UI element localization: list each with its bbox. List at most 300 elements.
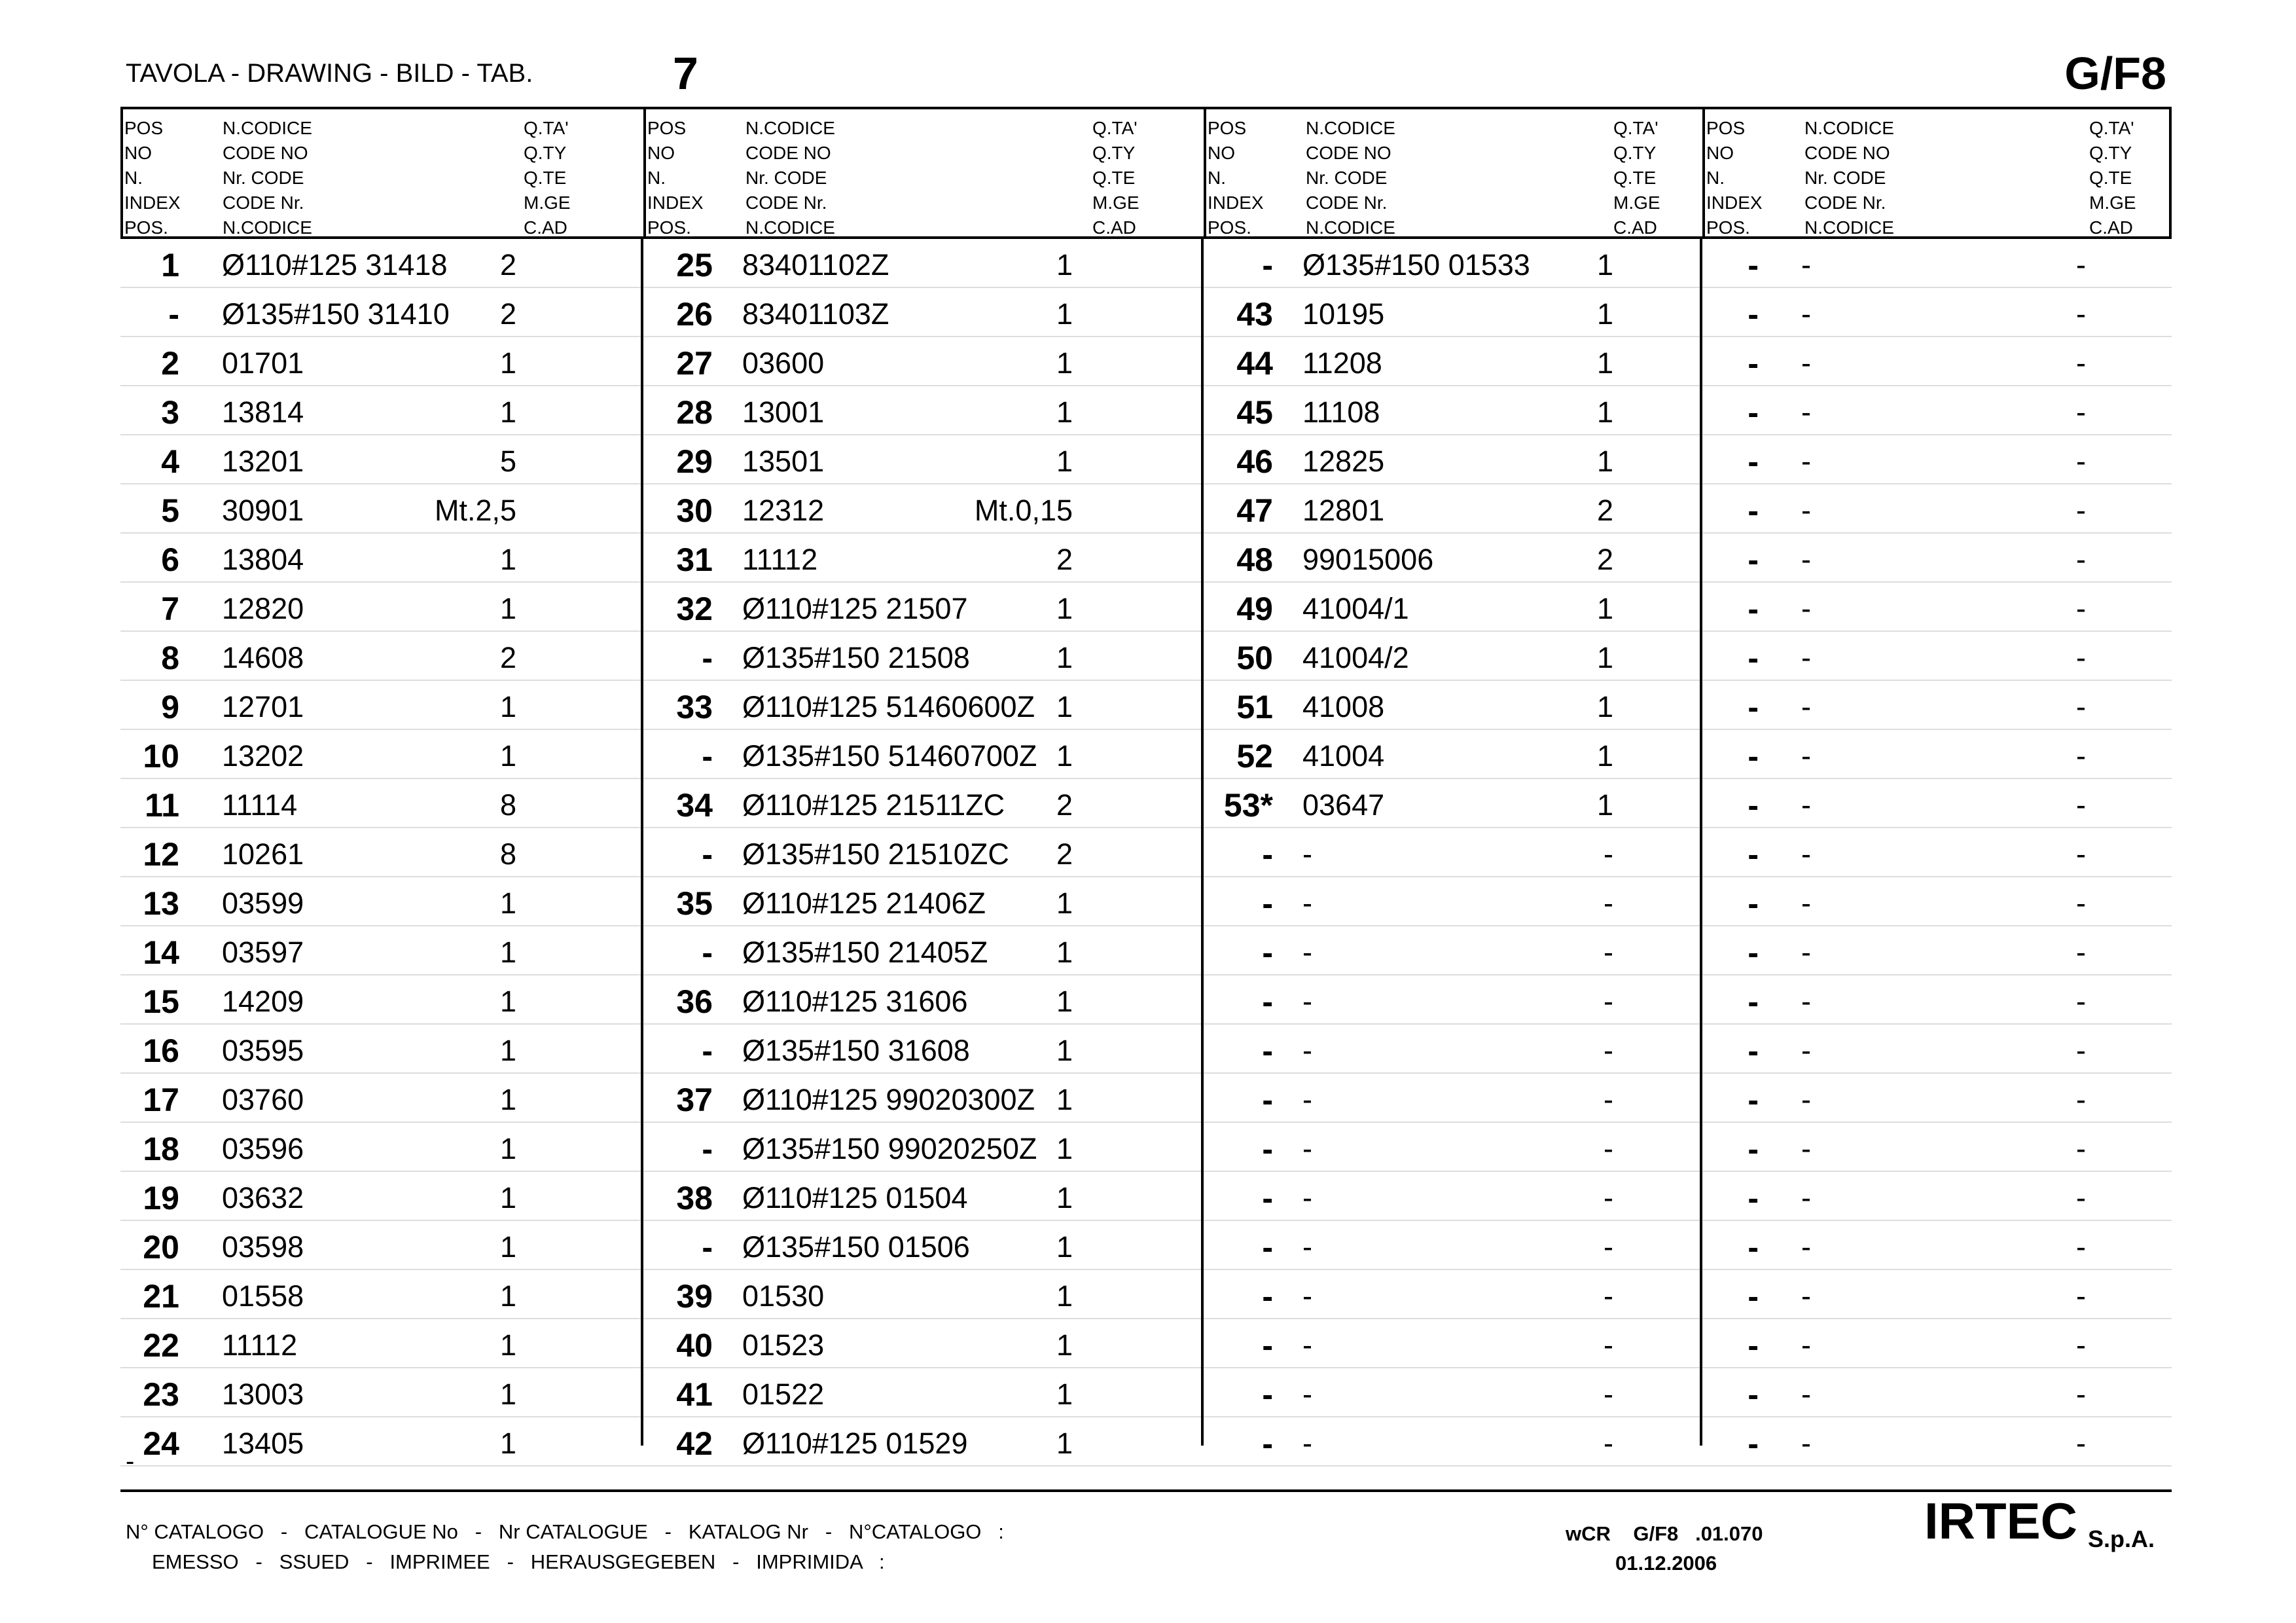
part-code: - [1801, 1132, 1811, 1165]
part-quantity: - [2076, 592, 2086, 625]
part-quantity: 1 [499, 1132, 516, 1165]
part-code: - [1801, 886, 1811, 920]
table-row [120, 1025, 2172, 1074]
part-quantity: 1 [499, 543, 516, 576]
part-code: 13001 [742, 395, 825, 429]
part-quantity: 1 [1596, 739, 1613, 773]
part-code: Ø135#150 21508 [742, 641, 970, 674]
header-label-code: N.CODICE CODE NO Nr. CODE CODE Nr. N.CODICE [223, 118, 312, 238]
header-label-qty: Q.TA' Q.TY Q.TE M.GE C.AD [2089, 118, 2136, 238]
part-code: Ø110#125 51460600Z [742, 690, 1035, 723]
catalogue-code: wCR G/F8 .01.070 [1566, 1522, 1763, 1545]
part-quantity: 1 [499, 739, 516, 773]
part-position: - [1748, 934, 1759, 971]
part-position: - [1748, 1376, 1759, 1413]
table-row [120, 681, 2172, 730]
part-code: 01522 [742, 1377, 825, 1411]
part-code: - [1801, 690, 1811, 723]
part-position: 43 [1236, 296, 1273, 333]
part-code: Ø110#125 01529 [742, 1427, 968, 1460]
part-position: - [1262, 1131, 1273, 1167]
part-position: 14 [143, 934, 179, 971]
part-position: - [1748, 1278, 1759, 1315]
part-position: - [1748, 1131, 1759, 1167]
part-code: 03632 [222, 1181, 304, 1214]
part-code: 41008 [1302, 690, 1385, 723]
part-position: - [1748, 1425, 1759, 1462]
part-code: 12801 [1302, 494, 1385, 527]
part-position: 32 [676, 591, 713, 627]
part-quantity: 1 [1056, 641, 1073, 674]
part-quantity: 1 [1056, 886, 1073, 920]
part-code: Ø110#125 21511ZC [742, 788, 1005, 822]
part-quantity: 1 [1056, 1083, 1073, 1116]
part-position: - [1262, 885, 1273, 922]
part-code: 11208 [1302, 346, 1382, 380]
part-code: - [1302, 1083, 1312, 1116]
part-position: 22 [143, 1327, 179, 1364]
part-position: - [1748, 541, 1759, 578]
part-code: 12825 [1302, 445, 1385, 478]
part-quantity: - [1604, 1083, 1613, 1116]
part-code: - [1801, 788, 1811, 822]
part-code: 01530 [742, 1279, 825, 1313]
part-code: 01523 [742, 1328, 825, 1362]
part-position: - [1748, 885, 1759, 922]
part-position: 34 [676, 787, 713, 824]
part-position: 20 [143, 1229, 179, 1266]
part-quantity: 1 [499, 1181, 516, 1214]
part-code: - [1801, 445, 1811, 478]
part-code: 03647 [1302, 788, 1385, 822]
part-position: 18 [143, 1131, 179, 1167]
part-position: 28 [676, 394, 713, 431]
header-label-pos: POS NO N. INDEX POS. [1706, 118, 1763, 238]
part-code: 13405 [222, 1427, 304, 1460]
part-code: 83401103Z [742, 297, 889, 331]
table-row [120, 239, 2172, 288]
header-column-3 [1204, 109, 1702, 236]
part-position: - [1262, 1032, 1273, 1069]
part-code: - [1801, 1377, 1811, 1411]
part-code: - [1801, 248, 1811, 282]
part-quantity: 1 [1056, 1328, 1073, 1362]
part-quantity: 2 [1596, 494, 1613, 527]
table-row [120, 976, 2172, 1025]
table-row [120, 926, 2172, 976]
part-code: - [1302, 1034, 1312, 1067]
part-quantity: 8 [499, 788, 516, 822]
part-code: 13501 [742, 445, 825, 478]
part-position: - [702, 836, 713, 873]
part-code: Ø135#150 31410 [222, 297, 450, 331]
part-code: - [1801, 1181, 1811, 1214]
part-code: - [1801, 543, 1811, 576]
part-position: 38 [676, 1180, 713, 1216]
part-position: - [1262, 1082, 1273, 1118]
part-code: 30901 [222, 494, 304, 527]
part-position: 37 [676, 1082, 713, 1118]
part-position: - [1748, 591, 1759, 627]
header-label-code: N.CODICE CODE NO Nr. CODE CODE Nr. N.CODICE [1306, 118, 1395, 238]
table-row [120, 337, 2172, 386]
part-quantity: 2 [1056, 543, 1073, 576]
part-position: - [1262, 1278, 1273, 1315]
part-code: 03760 [222, 1083, 304, 1116]
header-column-1 [123, 109, 643, 236]
part-position: 47 [1236, 492, 1273, 529]
table-row [120, 435, 2172, 484]
part-code: 10261 [222, 837, 304, 871]
part-code: 41004 [1302, 739, 1385, 773]
part-quantity: 1 [1596, 788, 1613, 822]
table-number: 7 [673, 48, 698, 99]
part-quantity: 1 [499, 395, 516, 429]
part-position: - [1748, 1180, 1759, 1216]
part-quantity: - [1604, 1230, 1613, 1264]
part-code: 11112 [742, 543, 818, 576]
part-quantity: - [1604, 1279, 1613, 1313]
part-quantity: 1 [499, 592, 516, 625]
part-code: 41004/1 [1302, 592, 1409, 625]
part-position: - [1748, 1327, 1759, 1364]
part-quantity: 1 [499, 886, 516, 920]
part-position: 48 [1236, 541, 1273, 578]
part-position: 40 [676, 1327, 713, 1364]
part-code: - [1801, 1328, 1811, 1362]
header-label-pos: POS NO N. INDEX POS. [1208, 118, 1264, 238]
part-code: Ø135#150 01533 [1302, 248, 1530, 282]
part-quantity: 1 [1596, 297, 1613, 331]
part-code: - [1801, 1230, 1811, 1264]
part-position: 26 [676, 296, 713, 333]
issued-label-line: EMESSO - SSUED - IMPRIMEE - HERAUSGEGEBEN - IMPRIMIDA : [152, 1550, 885, 1573]
part-quantity: - [2076, 788, 2086, 822]
part-quantity: 1 [1056, 936, 1073, 969]
part-quantity: - [1604, 1034, 1613, 1067]
part-quantity: - [2076, 395, 2086, 429]
table-row [120, 583, 2172, 632]
part-position: 9 [161, 689, 179, 725]
part-code: - [1302, 936, 1312, 969]
part-quantity: 2 [499, 297, 516, 331]
part-position: 29 [676, 443, 713, 480]
part-position: - [702, 640, 713, 676]
part-quantity: 1 [1596, 592, 1613, 625]
part-position: 25 [676, 247, 713, 283]
part-quantity: 1 [1596, 248, 1613, 282]
part-code: 13814 [222, 395, 304, 429]
part-code: 11114 [222, 788, 298, 822]
part-position: - [1262, 247, 1273, 283]
part-position: 50 [1236, 640, 1273, 676]
part-code: 03595 [222, 1034, 304, 1067]
part-code: 13003 [222, 1377, 304, 1411]
part-position: - [168, 296, 179, 333]
part-position: - [1748, 787, 1759, 824]
part-quantity: - [2076, 445, 2086, 478]
table-row [120, 534, 2172, 583]
header-label-qty: Q.TA' Q.TY Q.TE M.GE C.AD [1092, 118, 1139, 238]
part-quantity: 1 [1596, 395, 1613, 429]
table-code: G/F8 [2064, 48, 2166, 99]
part-quantity: 1 [1056, 1181, 1073, 1214]
part-quantity: 1 [499, 985, 516, 1018]
table-row [120, 730, 2172, 779]
part-quantity: - [2076, 1230, 2086, 1264]
part-quantity: 1 [1596, 445, 1613, 478]
header-label-code: N.CODICE CODE NO Nr. CODE CODE Nr. N.CODICE [1804, 118, 1894, 238]
part-code: - [1801, 494, 1811, 527]
part-quantity: 1 [1596, 641, 1613, 674]
header-label-qty: Q.TA' Q.TY Q.TE M.GE C.AD [524, 118, 571, 238]
part-quantity: 1 [1056, 1377, 1073, 1411]
part-code: 12312 [742, 494, 825, 527]
part-position: 16 [143, 1032, 179, 1069]
part-code: - [1302, 1132, 1312, 1165]
part-code: Ø135#150 21405Z [742, 936, 988, 969]
part-quantity: - [2076, 1377, 2086, 1411]
part-quantity: 1 [499, 936, 516, 969]
part-quantity: 1 [1056, 1132, 1073, 1165]
part-quantity: 1 [1596, 346, 1613, 380]
part-code: - [1302, 1427, 1312, 1460]
part-quantity: - [2076, 346, 2086, 380]
table-row [120, 779, 2172, 828]
header-column-4 [1702, 109, 2174, 236]
part-position: 33 [676, 689, 713, 725]
part-position: 30 [676, 492, 713, 529]
part-quantity: 1 [499, 1083, 516, 1116]
part-quantity: 2 [1056, 788, 1073, 822]
part-quantity: 1 [1056, 1427, 1073, 1460]
part-quantity: - [2076, 248, 2086, 282]
part-quantity: - [1604, 1328, 1613, 1362]
part-quantity: 1 [499, 1328, 516, 1362]
part-code: Ø135#150 01506 [742, 1230, 970, 1264]
part-code: - [1302, 985, 1312, 1018]
part-quantity: 5 [499, 445, 516, 478]
part-quantity: - [2076, 543, 2086, 576]
table-row [120, 877, 2172, 926]
part-code: 41004/2 [1302, 641, 1409, 674]
part-quantity: - [2076, 985, 2086, 1018]
header-label-code: N.CODICE CODE NO Nr. CODE CODE Nr. N.CODICE [745, 118, 835, 238]
part-position: 11 [145, 787, 179, 824]
part-code: 03598 [222, 1230, 304, 1264]
part-position: 4 [161, 443, 179, 480]
part-position: - [1748, 738, 1759, 775]
part-position: 27 [676, 345, 713, 382]
part-code: - [1801, 1083, 1811, 1116]
part-position: - [1748, 394, 1759, 431]
part-position: - [702, 1032, 713, 1069]
part-position: 49 [1236, 591, 1273, 627]
part-quantity: 1 [1056, 346, 1073, 380]
part-quantity: 1 [1056, 690, 1073, 723]
part-quantity: Mt.0,15 [974, 494, 1073, 527]
part-code: 14608 [222, 641, 304, 674]
column-divider [1201, 239, 1204, 1446]
part-quantity: Mt.2,5 [434, 494, 516, 527]
table-row [120, 828, 2172, 877]
part-quantity: - [2076, 1328, 2086, 1362]
part-position: - [1748, 1229, 1759, 1266]
part-code: 12820 [222, 592, 304, 625]
part-position: - [1748, 492, 1759, 529]
part-code: 03600 [742, 346, 825, 380]
part-position: 44 [1236, 345, 1273, 382]
part-position: 51 [1236, 689, 1273, 725]
table-row [120, 1172, 2172, 1221]
part-code: 03599 [222, 886, 304, 920]
part-position: - [1262, 1229, 1273, 1266]
issue-date: 01.12.2006 [1615, 1552, 1717, 1575]
part-position: 42 [676, 1425, 713, 1462]
part-position: - [1748, 443, 1759, 480]
part-quantity: - [1604, 886, 1613, 920]
part-code: 99015006 [1302, 543, 1434, 576]
part-position: 1 [161, 247, 179, 283]
part-position: - [1748, 689, 1759, 725]
part-quantity: 1 [499, 1230, 516, 1264]
part-quantity: 1 [1056, 592, 1073, 625]
part-quantity: 1 [499, 346, 516, 380]
catalogue-label-line: N° CATALOGO - CATALOGUE No - Nr CATALOGUE - KATALOG Nr - N°CATALOGO : [126, 1520, 1004, 1543]
part-code: 11108 [1302, 395, 1380, 429]
part-quantity: - [1604, 1132, 1613, 1165]
part-quantity: 2 [499, 248, 516, 282]
part-code: - [1801, 641, 1811, 674]
part-position: 15 [143, 983, 179, 1020]
part-quantity: 8 [499, 837, 516, 871]
part-position: - [1262, 1376, 1273, 1413]
part-quantity: - [2076, 297, 2086, 331]
part-code: - [1801, 346, 1811, 380]
part-position: - [702, 1131, 713, 1167]
part-code: - [1302, 1279, 1312, 1313]
part-position: 39 [676, 1278, 713, 1315]
part-position: 41 [676, 1376, 713, 1413]
part-code: Ø135#150 21510ZC [742, 837, 1009, 871]
part-quantity: 2 [1596, 543, 1613, 576]
drawing-title: TAVOLA - DRAWING - BILD - TAB. [126, 59, 533, 88]
part-position: - [1748, 296, 1759, 333]
part-position: 6 [161, 541, 179, 578]
part-quantity: - [2076, 641, 2086, 674]
part-position: 52 [1236, 738, 1273, 775]
table-row [120, 288, 2172, 337]
part-code: - [1302, 837, 1312, 871]
part-code: - [1302, 1328, 1312, 1362]
column-divider [641, 239, 643, 1446]
part-quantity: - [2076, 1034, 2086, 1067]
part-code: 12701 [222, 690, 304, 723]
part-quantity: 1 [1056, 1230, 1073, 1264]
part-code: - [1302, 1181, 1312, 1214]
part-position: - [1262, 1327, 1273, 1364]
part-code: Ø110#125 99020300Z [742, 1083, 1035, 1116]
table-row [120, 1319, 2172, 1368]
part-quantity: - [1604, 936, 1613, 969]
part-position: 19 [143, 1180, 179, 1216]
part-position: - [1748, 1032, 1759, 1069]
part-code: Ø135#150 51460700Z [742, 739, 1037, 773]
part-position: - [1748, 983, 1759, 1020]
part-quantity: - [2076, 936, 2086, 969]
part-quantity: 2 [499, 641, 516, 674]
part-code: - [1801, 297, 1811, 331]
part-position: 46 [1236, 443, 1273, 480]
part-quantity: - [2076, 1279, 2086, 1313]
part-quantity: - [1604, 985, 1613, 1018]
part-position: 3 [161, 394, 179, 431]
part-quantity: - [1604, 837, 1613, 871]
part-code: Ø110#125 31418 [222, 248, 448, 282]
header-label-qty: Q.TA' Q.TY Q.TE M.GE C.AD [1613, 118, 1660, 238]
part-quantity: - [1604, 1377, 1613, 1411]
part-position: - [1262, 1180, 1273, 1216]
part-code: 83401102Z [742, 248, 889, 282]
part-position: 21 [143, 1278, 179, 1315]
part-quantity: - [2076, 1132, 2086, 1165]
part-code: 11112 [222, 1328, 298, 1362]
part-position: 8 [161, 640, 179, 676]
part-quantity: 1 [499, 1034, 516, 1067]
part-quantity: 1 [499, 1377, 516, 1411]
part-code: 03596 [222, 1132, 304, 1165]
part-position: 53* [1223, 787, 1273, 824]
part-code: - [1302, 1377, 1312, 1411]
table-row [120, 386, 2172, 435]
part-position: - [702, 1229, 713, 1266]
part-code: - [1801, 395, 1811, 429]
column-divider [1700, 239, 1702, 1446]
part-code: 13201 [222, 445, 304, 478]
part-code: - [1801, 739, 1811, 773]
part-code: - [1801, 837, 1811, 871]
part-position: - [702, 934, 713, 971]
part-quantity: 1 [1056, 445, 1073, 478]
table-row [120, 1270, 2172, 1319]
part-code: - [1801, 592, 1811, 625]
part-code: 10195 [1302, 297, 1385, 331]
part-position: - [1262, 836, 1273, 873]
brand-logo-text: IRTEC [1924, 1492, 2077, 1550]
part-quantity: - [2076, 1427, 2086, 1460]
part-code: 01701 [222, 346, 304, 380]
part-quantity: 2 [1056, 837, 1073, 871]
part-position: - [1748, 1082, 1759, 1118]
table-row [120, 1417, 2172, 1467]
part-position: 2 [161, 345, 179, 382]
part-quantity: 1 [1056, 248, 1073, 282]
part-quantity: 1 [1056, 1034, 1073, 1067]
part-quantity: - [2076, 837, 2086, 871]
part-position: - [1262, 983, 1273, 1020]
part-quantity: - [2076, 739, 2086, 773]
part-code: 14209 [222, 985, 304, 1018]
part-quantity: - [1604, 1427, 1613, 1460]
part-code: - [1801, 985, 1811, 1018]
part-code: - [1801, 1279, 1811, 1313]
part-quantity: 1 [1056, 395, 1073, 429]
table-row [120, 1074, 2172, 1123]
part-position: - [1262, 1425, 1273, 1462]
part-position: 35 [676, 885, 713, 922]
parts-table [120, 239, 2172, 1467]
part-quantity: 1 [499, 690, 516, 723]
